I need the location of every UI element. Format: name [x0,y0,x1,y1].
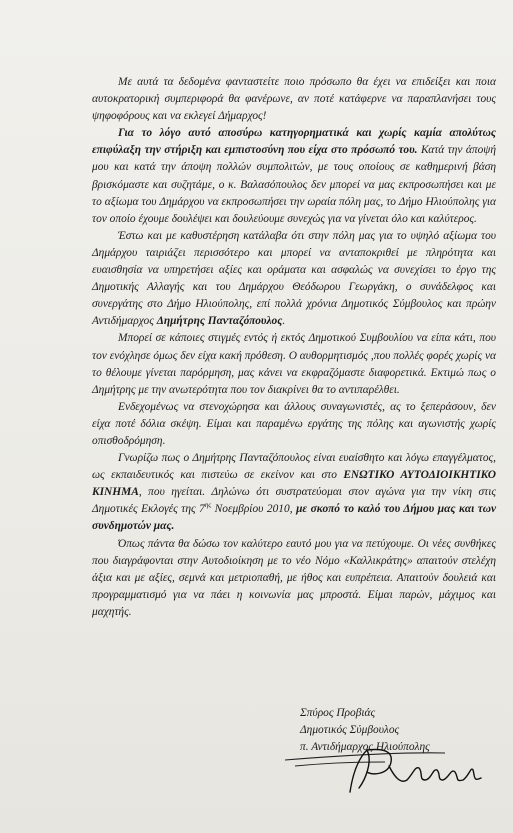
letter-paragraph [92,330,496,398]
bold-text: με σκοπό το καλό του Δήμου μας και των συνδημοτών μας. [92,503,496,533]
letter-paragraph [92,125,496,228]
signer-name: Σπύρος Προβιάς [300,707,376,719]
paragraph-text: Μπορεί σε κάποιες στιγμές εντός ή εκτός Δημοτικού Συμβουλίου να είπα κάτι, που τον ενόχλησε όμως δεν είχα κακή πρόθεση. Ο αυθορμητισμός ,που πολλές φορές χωρίς να το θέλουμε γίνεται παρόρμηση, μας κάνει να εκφραζόμαστε διαφορετικά. Εκτιμώ πως ο Δημήτρης με την ανωτερότητα που τον διακρίνει θα το αντιπαρέλθει. [92,332,496,396]
signer-role: Δημοτικός Σύμβουλος [300,724,400,736]
bold-text: Δημήτρης Πανταζόπουλος [156,315,283,328]
paragraph-text: Με αυτά τα δεδομένα φανταστείτε ποιο πρόσωπο θα έχει να επιδείξει και ποια αυτοκρατορική συμπεριφορά θα φανέρωνε, αν ποτέ κατάφερνε να παραπλανήσει τους ψηφοφόρους και να εκλεγεί Δήμαρχος! [92,76,496,123]
bold-text: ΕΝΩΤΙΚΟ ΑΥΤΟΔΙΟΙΚΗΤΙΚΟ ΚΙΝΗΜΑ [92,469,497,499]
paragraph-text: Κατά την άποψή μου και κατά την άποψη πολλών συμπολιτών, με τους οποίους σε καθημερινή βάση βρισκόμαστε και συζητάμε, ο κ. Βαλασόπουλος δεν μπορεί να μας εκπροσωπήσει και με το αξίωμα του Δημάρχου να εκπροσωπήσει την ωραία πόλη μας, το Δήμο Ηλιούπολης για τον οποίο έχουμε δουλέψει και δουλεύουμε συνεχώς για να γίνεται όλο και καλύτερος. [92,144,496,225]
handwritten-signature [255,722,495,802]
signer-former-role: π. Αντιδήμαρχος Ηλιούπολης [300,741,430,753]
paragraph-text: Ενδεχομένως να στενοχώρησα και άλλους συναγωνιστές, ας το ξεπεράσουν, δεν είχα ποτέ δόλια σκέψη. Είμαι και παραμένω εργάτης της πόλης και αγωνιστής χωρίς οπισθοδρόμηση. [92,400,496,447]
paragraph-text: Όπως πάντα θα δώσω τον καλύτερο εαυτό μου για να πετύχουμε. Οι νέες συνθήκες που διαγράφονται στην Αυτοδιοίκηση με το νέο Νόμο «Καλλικράτης» απαιτούν στελέχη άξια και με αξίες, σεμνά και μετριοπαθή, με ήθος και ευπρέπεια. Απαιτούν δουλειά και προγραμματισμό για να πάει η κοινωνία μας μπροστά. Είμαι παρών, μάχιμος και μαχητής. [92,537,496,618]
paragraph-text: ης [204,501,212,510]
paragraph-text: Έστω και με καθυστέρηση κατάλαβα ότι στην πόλη μας για το υψηλό αξίωμα του Δημάρχου ταιριάζει περισσότερο και μπορεί να ανταποκριθεί με πληρότητα και ευαισθησία να υπηρετήσει αξίες και οράματα και ασφαλώς να συνεχίσει το έργο της Δημοτικής Αλλαγής και του Δημάρχου Θεόδωρου Γεωργάκη, ο συνάδελφος και συνεργάτης στο Δήμο Ηλιούπολης, επί πολλά χρόνια Δημοτικός Σύμβουλος και πρώην Αντιδήμαρχος [92,229,496,328]
bold-text: Για το λόγο αυτό αποσύρω κατηγορηματικά και χωρίς καμία απολύτως επιφύλαξη την στήριξη και εμπιστοσύνη που είχα στο πρόσωπό του. [92,127,496,157]
paragraph-text: , που ηγείται. Δηλώνω ότι συστρατεύομαι στον αγώνα για την νίκη στις Δημοτικές Εκλογές της 7 [92,486,496,516]
letter-paragraph [92,536,496,621]
letter-body [92,74,496,621]
letter-paragraph [92,228,496,331]
letter-paragraph [92,399,496,450]
paragraph-text: . [282,315,286,328]
letter-paragraph [92,450,496,535]
paragraph-text: Γνωρίζω πως ο Δημήτρης Πανταζόπουλος είναι ευαίσθητο και λόγω επαγγέλματος, ως εκπαιδευτικός και πιστεύω σε εκείνον και στο [92,452,496,482]
paragraph-text: Νοεμβρίου 2010, [211,503,297,516]
letter-paragraph [92,74,496,125]
